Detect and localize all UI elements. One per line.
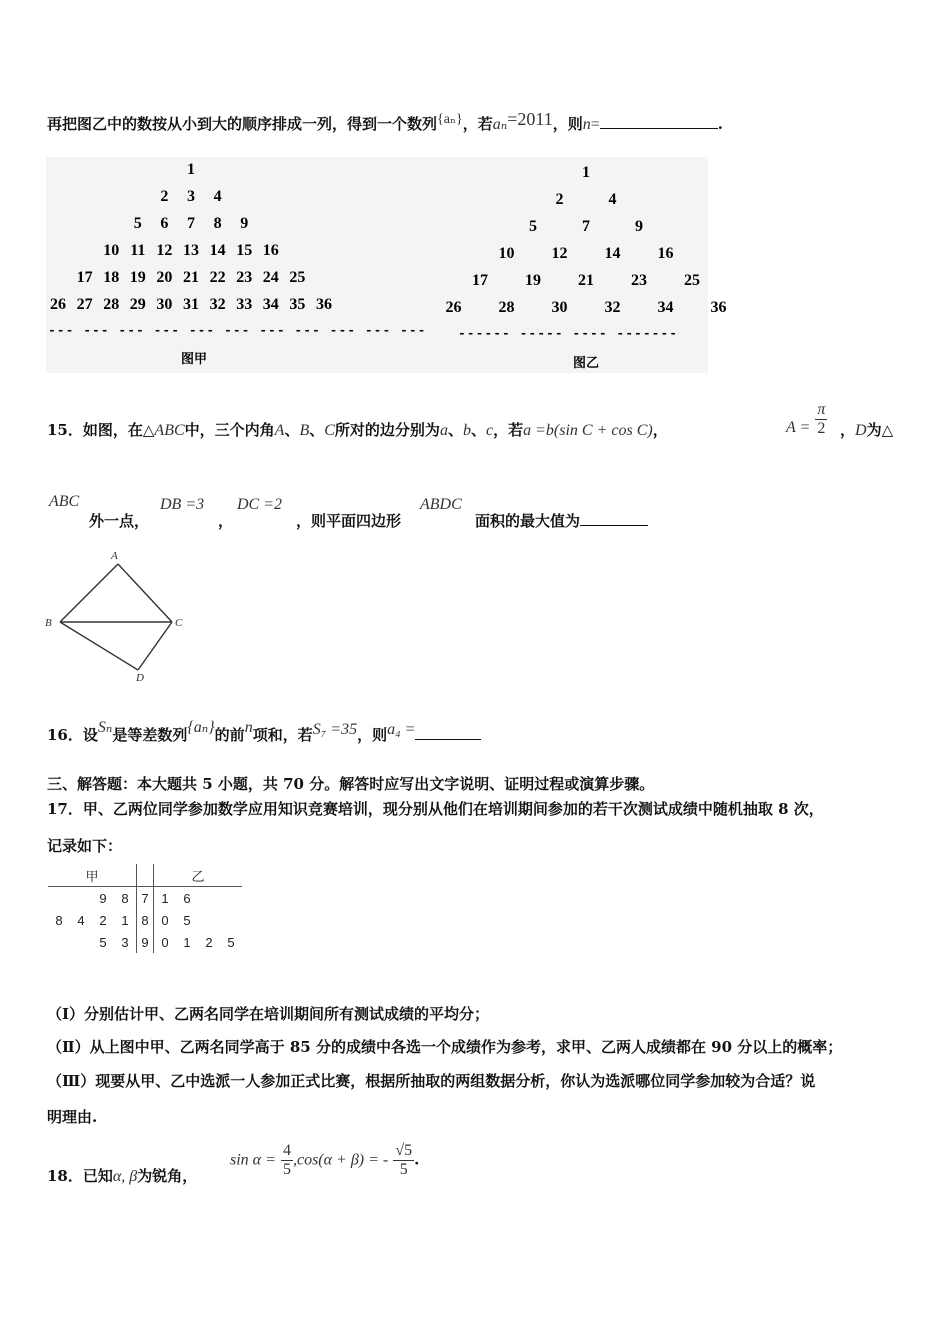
side-b: b <box>462 422 471 439</box>
yi-number: 10 <box>498 245 515 262</box>
label-a: A <box>111 550 118 562</box>
jia-number: 31 <box>183 296 199 313</box>
dc-value: DC =2 <box>237 496 283 513</box>
q15-text7: ，则平面四边形 <box>296 512 402 530</box>
jia-number: 26 <box>50 296 66 313</box>
q15-text3: 所对的边分别为 <box>334 421 440 439</box>
alpha-beta: α, β <box>112 1168 138 1185</box>
table-row <box>48 931 242 953</box>
q14-if: ，若 <box>462 115 493 133</box>
q17-part3b: 明理由. <box>47 1108 98 1126</box>
number-triangle-figure <box>46 157 727 373</box>
q14-then: ，则 <box>552 115 583 133</box>
jia-number: 13 <box>183 242 199 259</box>
pi-over-2 <box>815 401 827 437</box>
den: 5 <box>282 1160 291 1178</box>
jia-number: 23 <box>236 269 253 286</box>
cond-lhs: aₙ <box>492 116 508 133</box>
q17-line2: 记录如下： <box>47 837 123 855</box>
jia-number: 9 <box>240 215 249 232</box>
jia-number: 4 <box>213 188 222 205</box>
triangle-abc-2: ABC <box>49 493 80 510</box>
q14-end: . <box>717 115 723 133</box>
q15-text1: 如图，在△ <box>82 421 155 439</box>
leaf: 9 <box>99 890 107 906</box>
q15-text4: ，若 <box>493 421 524 439</box>
jia-caption: 图甲 <box>180 352 208 367</box>
two: 2 <box>817 419 826 437</box>
dc-eq <box>237 494 282 514</box>
jia-number: 25 <box>289 269 306 286</box>
leaf <box>70 931 92 953</box>
leaf: 8 <box>55 912 63 928</box>
seq-an: {aₙ} <box>187 719 215 736</box>
head-yi: 乙 <box>191 868 205 884</box>
q14-line <box>47 109 723 134</box>
jia-number: 19 <box>129 269 146 286</box>
leaf <box>48 931 70 953</box>
triangle-abc: ABC <box>154 422 185 439</box>
section3-heading: 三、解答题：本大题共 5 小题，共 70 分。解答时应写出文字说明、证明过程或演算步骤。 <box>47 775 655 793</box>
s7: S₇ =35 <box>312 721 358 738</box>
jia-number: 8 <box>213 215 222 232</box>
q18-text2: 为锐角， <box>137 1167 198 1185</box>
leaf: 8 <box>121 890 129 906</box>
db-eq <box>160 494 204 514</box>
yi-number: 23 <box>631 272 647 289</box>
jia-number: 5 <box>133 215 142 232</box>
jia-number: 21 <box>183 269 199 286</box>
jia-number: 18 <box>103 269 120 286</box>
eq-sign: = <box>590 116 600 133</box>
leaf: 1 <box>121 912 129 928</box>
comma: ， <box>652 421 668 439</box>
leaf: 4 <box>77 912 85 928</box>
q17-part3a: （Ⅲ）现要从甲、乙中选派一人参加正式比赛，根据所抽取的两组数据分析，你认为选派哪位同学参加较为合适？说 <box>47 1072 816 1090</box>
jia-number: 15 <box>236 242 253 259</box>
num: 4 <box>282 1142 291 1159</box>
leaf: 0 <box>161 934 169 950</box>
yi-number: 32 <box>604 299 621 316</box>
leaf <box>198 887 220 910</box>
angle-c: C <box>324 422 335 439</box>
quad-abdc: ABDC <box>420 496 462 513</box>
q15-text8-wrap <box>475 510 648 531</box>
answer-blank-16[interactable] <box>415 727 481 740</box>
jia-number: 35 <box>289 296 306 313</box>
quadrilateral-figure <box>40 548 190 686</box>
den: 5 <box>399 1160 408 1178</box>
sep: 、 <box>284 421 300 439</box>
abdc-wrap <box>420 494 462 514</box>
jia-number: 11 <box>130 242 146 259</box>
leaf <box>48 887 70 910</box>
jia-number: 33 <box>236 296 253 313</box>
jia-number: 36 <box>316 296 332 313</box>
yi-number: 21 <box>578 272 594 289</box>
q16-text1: 设 <box>82 726 98 744</box>
q16-text4: 项和，若 <box>252 726 313 744</box>
leaf: 2 <box>205 934 213 950</box>
yi-caption: 图乙 <box>572 356 600 371</box>
jia-number: 27 <box>76 296 93 313</box>
number-triangles-svg <box>46 157 727 373</box>
leaf: 0 <box>161 912 169 928</box>
stem: 9 <box>137 931 154 953</box>
jia-dots: --- --- --- --- --- --- --- --- --- --- --- <box>48 323 427 338</box>
side-c: c <box>485 422 494 439</box>
table-row <box>48 909 242 931</box>
q18-number: 18． <box>47 1167 83 1185</box>
q15-text2: 中，三个内角 <box>184 421 275 439</box>
q16-line <box>47 719 481 745</box>
jia-number: 12 <box>156 242 173 259</box>
q15-text8: 面积的最大值为 <box>475 512 581 530</box>
jia-number: 14 <box>209 242 226 259</box>
sep: 、 <box>470 421 486 439</box>
pi: π <box>817 401 826 418</box>
leaf: 3 <box>121 934 129 950</box>
q16-number: 16． <box>47 726 83 744</box>
yi-number: 4 <box>608 191 617 208</box>
q15-line1-tail <box>840 419 893 440</box>
a4: a₄ = <box>387 721 416 738</box>
q15-number: 15． <box>47 421 83 439</box>
stem: 7 <box>137 887 154 910</box>
cos-alpha-beta: ,cos(α + β) = - <box>292 1151 389 1169</box>
sep: 、 <box>309 421 325 439</box>
jia-number: 2 <box>160 188 169 205</box>
leaf: 5 <box>227 934 235 950</box>
q15-text7-wrap <box>296 510 401 531</box>
q16-text5: ，则 <box>357 726 388 744</box>
leaf <box>70 887 92 910</box>
point-d: D <box>855 422 867 439</box>
q17-line1: 17．甲、乙两位同学参加数学应用知识竞赛培训，现分别从他们在培训期间参加的若干次测试成绩中随机抽取 8 次， <box>47 800 824 818</box>
jia-number: 30 <box>156 296 173 313</box>
comma-db <box>218 510 233 531</box>
comma: ， <box>840 421 856 439</box>
jia-number: 16 <box>262 242 279 259</box>
sn: Sₙ <box>97 719 113 736</box>
jia-number: 28 <box>103 296 120 313</box>
sep: 、 <box>447 421 463 439</box>
q17-part1: （Ⅰ）分别估计甲、乙两名同学在培训期间所有测试成绩的平均分； <box>47 1005 490 1023</box>
frac-4-5 <box>281 1142 293 1178</box>
leaf <box>220 909 242 931</box>
label-d: D <box>136 672 144 684</box>
yi-number: 12 <box>551 245 568 262</box>
yi-number: 36 <box>710 299 727 316</box>
q16-text2: 是等差数列 <box>112 726 188 744</box>
answer-blank-15[interactable] <box>580 513 648 526</box>
comma: ， <box>218 512 234 530</box>
eq-a: A = <box>786 418 811 436</box>
n: n <box>244 719 253 736</box>
yi-number: 1 <box>582 164 590 181</box>
q18-text1: 已知 <box>82 1167 113 1185</box>
q15-line2b <box>49 510 149 531</box>
jia-number: 34 <box>262 296 279 313</box>
head-stem <box>137 864 154 887</box>
yi-number: 30 <box>551 299 568 316</box>
table-row <box>48 887 242 910</box>
yi-number: 2 <box>555 191 564 208</box>
jia-number: 17 <box>76 269 93 286</box>
yi-number: 26 <box>445 299 462 316</box>
label-b: B <box>45 617 52 629</box>
angle-a: A <box>274 422 285 439</box>
cond-rhs: =2011 <box>507 109 553 129</box>
yi-number: 5 <box>529 218 537 235</box>
yi-number: 16 <box>657 245 674 262</box>
side-a: a <box>439 422 448 439</box>
head-jia: 甲 <box>85 868 99 884</box>
leaf: 5 <box>183 912 191 928</box>
leaf <box>198 909 220 931</box>
q17-part2: （Ⅱ）从上图中甲、乙两名同学高于 85 分的成绩中各选一个成绩作为参考，求甲、乙两人成绩都在 90 分以上的概率； <box>47 1038 843 1056</box>
leaf: 5 <box>99 934 107 950</box>
jia-number: 32 <box>209 296 226 313</box>
jia-number: 22 <box>209 269 226 286</box>
var-n: n <box>582 116 591 133</box>
q15-line1 <box>47 419 668 440</box>
leaf: 1 <box>161 890 169 906</box>
period: . <box>414 1150 420 1169</box>
leaf: 6 <box>183 890 191 906</box>
condition-eq: a =b(sin C + cos C) <box>523 422 653 439</box>
q15-text6: 外一点， <box>89 512 150 530</box>
angle-b: B <box>299 422 310 439</box>
angle-a-value <box>786 401 827 437</box>
yi-number: 25 <box>684 272 700 289</box>
jia-number: 3 <box>187 188 195 205</box>
q18-formula <box>230 1142 419 1178</box>
db-value: DB =3 <box>160 496 205 513</box>
yi-number: 17 <box>472 272 488 289</box>
answer-blank-14[interactable] <box>600 116 718 129</box>
yi-number: 9 <box>635 218 643 235</box>
jia-number: 10 <box>103 242 120 259</box>
num: √5 <box>395 1142 413 1159</box>
yi-number: 28 <box>498 299 515 316</box>
yi-number: 34 <box>657 299 674 316</box>
stem-leaf <box>48 864 242 953</box>
leaf <box>220 887 242 910</box>
q14-text: 再把图乙中的数按从小到大的顺序排成一列，得到一个数列 <box>47 115 438 133</box>
jia-number: 7 <box>187 215 195 232</box>
yi-dots: ------ ----- ---- ------- <box>458 326 679 341</box>
stem: 8 <box>137 909 154 931</box>
jia-number: 29 <box>129 296 146 313</box>
jia-number: 1 <box>187 161 195 178</box>
stem-leaf-table <box>48 864 242 953</box>
jia-number: 20 <box>156 269 173 286</box>
yi-number: 14 <box>604 245 621 262</box>
jia-number: 24 <box>262 269 279 286</box>
label-c: C <box>175 617 183 629</box>
yi-number: 19 <box>525 272 541 289</box>
leaf: 1 <box>183 934 191 950</box>
leaf: 2 <box>99 912 107 928</box>
q16-text3: 的前 <box>214 726 245 744</box>
yi-number: 7 <box>582 218 590 235</box>
sin-alpha: sin α = <box>230 1151 276 1169</box>
q15-text5: 为△ <box>866 421 894 439</box>
seq-a-n: {aₙ} <box>437 112 463 127</box>
q18-line <box>47 1165 197 1186</box>
frac-sqrt5-5 <box>393 1142 414 1178</box>
jia-number: 6 <box>160 215 169 232</box>
